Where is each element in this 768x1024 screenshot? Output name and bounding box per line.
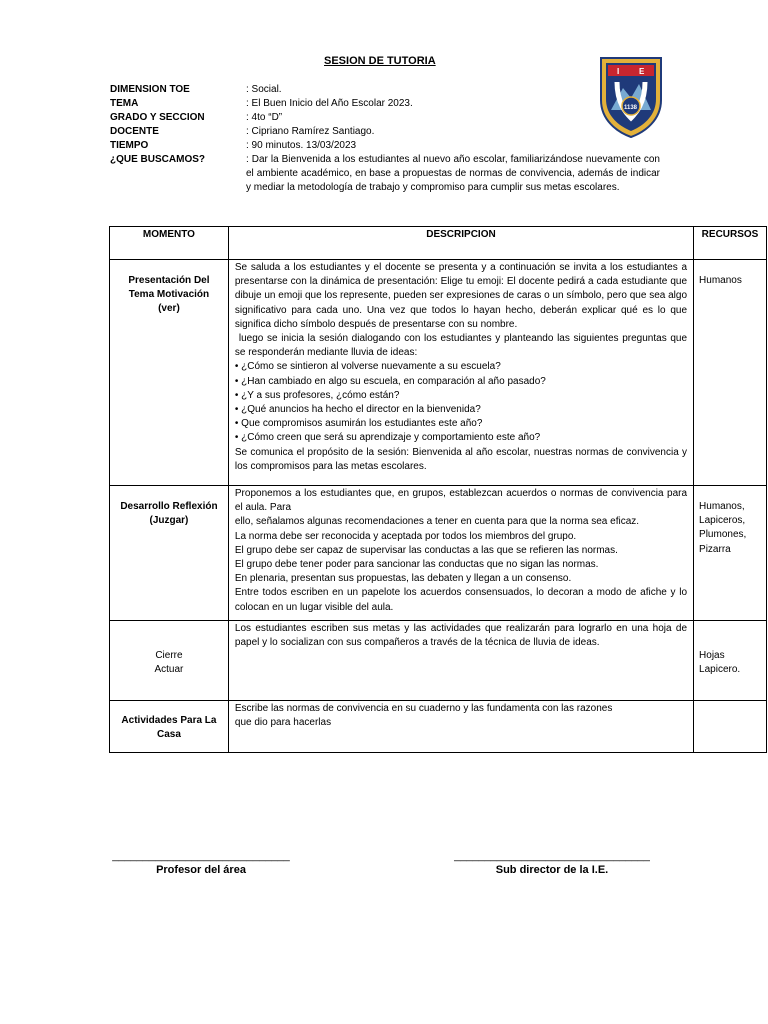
moment-line: Desarrollo Reflexión xyxy=(120,501,218,512)
description-cell xyxy=(228,701,693,753)
header-label: ¿QUE BUSCAMOS? xyxy=(110,154,205,165)
header-value: : Dar la Bienvenida a los estudiantes al nuevo año escolar, familiarizándose nuevamente con el ambiente académico, en base a propuestas de normas de convivencia, además de indicar y mediar la metodología de trabajo y compromiso para cumplir sus metas escolares. xyxy=(246,154,660,193)
description-paragraph: que dio para hacerlas xyxy=(234,717,332,729)
resources-cell xyxy=(694,260,767,486)
description-bullet: • ¿Cómo creen que será su aprendizaje y comportamiento este año? xyxy=(234,432,541,444)
moment-line: Actividades Para La xyxy=(121,715,217,726)
table-row xyxy=(110,486,767,621)
signature-label: Sub director de la I.E. xyxy=(495,864,609,876)
moment-line: Actuar xyxy=(154,664,184,676)
header-row-tiempo xyxy=(110,139,660,153)
column-header-moment: MOMENTO xyxy=(110,227,229,260)
description-paragraph: Se comunica el propósito de la sesión: Bienvenida al año escolar, nuestras normas de convivencia y los compromisos para las metas escolares. xyxy=(234,446,688,472)
resource-item: Lapicero. xyxy=(699,664,741,676)
resource-item: Humanos xyxy=(699,275,742,286)
moment-line: (ver) xyxy=(158,303,180,315)
header-label: DOCENTE xyxy=(110,126,159,137)
description-paragraph: Los estudiantes escriben sus metas y las actividades que realizarán para lograrlo en una hoja de papel y lo socializan con sus compañeros a través de la técnica de lluvia de ideas. xyxy=(234,623,688,649)
description-paragraph: Escribe las normas de convivencia en su cuaderno y las fundamenta con las razones xyxy=(234,703,613,714)
header-value: : Cipriano Ramírez Santiago. xyxy=(246,126,375,137)
description-cell xyxy=(228,621,693,701)
signature-subdirector xyxy=(450,850,654,876)
signature-label: Profesor del área xyxy=(156,864,246,876)
signature-teacher xyxy=(110,850,292,876)
table-row xyxy=(110,260,767,486)
header-label: TIEMPO xyxy=(110,140,149,151)
crest-number: 1138 xyxy=(624,105,638,111)
description-bullet: • ¿Cómo se sintieron al volverse nuevamente a su escuela? xyxy=(234,361,501,373)
column-header-description: DESCRIPCION xyxy=(228,227,693,260)
crest-letter-right: E xyxy=(639,67,645,76)
resource-item: Pizarra xyxy=(699,543,731,555)
table-row xyxy=(110,701,767,753)
header-row-docente xyxy=(110,125,660,139)
document-title: SESION DE TUTORIA xyxy=(324,55,436,67)
moment-cell xyxy=(110,701,229,753)
header-label: DIMENSION TOE xyxy=(110,84,190,95)
session-plan-table xyxy=(109,226,767,753)
table-header-row xyxy=(110,227,767,260)
description-paragraph: El grupo debe ser capaz de supervisar las conductas a las que se refieren las normas. xyxy=(234,544,618,556)
moment-line: Tema Motivación xyxy=(128,289,210,301)
crest-top-band xyxy=(608,65,654,76)
header-value: : Social. xyxy=(246,84,282,95)
header-value: : 4to “D” xyxy=(246,112,283,123)
moment-cell xyxy=(110,621,229,701)
resource-item: Plumones, xyxy=(699,529,747,541)
header-label: TEMA xyxy=(110,98,139,109)
header-row-grado xyxy=(110,111,660,125)
description-bullet: • ¿Qué anuncios ha hecho el director en la bienvenida? xyxy=(234,404,481,416)
signature-line: _____________________________ xyxy=(112,850,290,862)
resources-cell xyxy=(694,621,767,701)
description-cell xyxy=(228,486,693,621)
description-bullet: • ¿Han cambiado en algo su escuela, en comparación al año pasado? xyxy=(234,375,546,387)
resource-item: Lapiceros, xyxy=(699,515,746,527)
table-row xyxy=(110,621,767,701)
description-paragraph: Proponemos a los estudiantes que, en grupos, establezcan acuerdos o normas de convivencia para el aula. Para xyxy=(234,488,688,514)
header-label: GRADO Y SECCION xyxy=(110,112,205,123)
description-paragraph: Se saluda a los estudiantes y el docente se presenta y a continuación se invita a los estudiantes a presentarse con la dinámica de presentación: Elige tu emoji: El docente pedirá a cada estudiante que dibuje un emoji que los represente, pueden ser expresiones de caras o un símbolo, pero que sea algo significativo para cada uno. Una vez que todos lo hayan hecho, deberán explicar qué es lo que significa dicho símbolo después de presentarse con su nombre. xyxy=(234,262,688,330)
session-header xyxy=(110,83,660,195)
resource-item: Hojas xyxy=(699,650,725,661)
description-paragraph: luego se inicia la sesión dialogando con los estudiantes y planteando las siguientes preguntas que se responderán mediante lluvia de ideas: xyxy=(234,333,688,359)
resources-cell xyxy=(694,701,767,753)
moment-cell xyxy=(110,260,229,486)
description-bullet: • ¿Y a sus profesores, ¿cómo están? xyxy=(234,389,400,401)
description-paragraph: Entre todos escriben en un papelote los acuerdos consensuados, lo decoran a modo de afiche y lo colocan en un lugar visible del aula. xyxy=(234,587,688,613)
header-row-objetivo xyxy=(110,153,660,195)
moment-line: (Juzgar) xyxy=(149,515,189,527)
header-value: : 90 minutos. 13/03/2023 xyxy=(246,140,357,151)
header-row-tema xyxy=(110,97,660,111)
description-bullet: • Que compromisos asumirán los estudiantes este año? xyxy=(234,418,483,430)
description-paragraph: El grupo debe tener poder para sancionar las conductas que no sigan las normas. xyxy=(234,559,599,571)
column-header-resources: RECURSOS xyxy=(694,227,767,260)
resource-item: Humanos, xyxy=(699,501,745,512)
header-row-dimension xyxy=(110,83,660,97)
description-paragraph: En plenaria, presentan sus propuestas, las debaten y llegan a un consenso. xyxy=(234,573,572,585)
description-cell xyxy=(228,260,693,486)
moment-line: Cierre xyxy=(155,650,183,661)
moment-cell xyxy=(110,486,229,621)
header-value: : El Buen Inicio del Año Escolar 2023. xyxy=(246,98,413,109)
moment-line: Casa xyxy=(156,729,181,741)
crest-letter-left: I xyxy=(617,67,620,76)
description-paragraph: La norma debe ser reconocida y aceptada por todos los miembros del grupo. xyxy=(234,530,577,542)
signature-line: ________________________________ xyxy=(454,850,650,862)
moment-line: Presentación Del xyxy=(128,275,210,286)
resources-cell xyxy=(694,486,767,621)
description-paragraph: ello, señalamos algunas recomendaciones a tener en cuenta para que la norma sea eficaz. xyxy=(234,516,640,528)
